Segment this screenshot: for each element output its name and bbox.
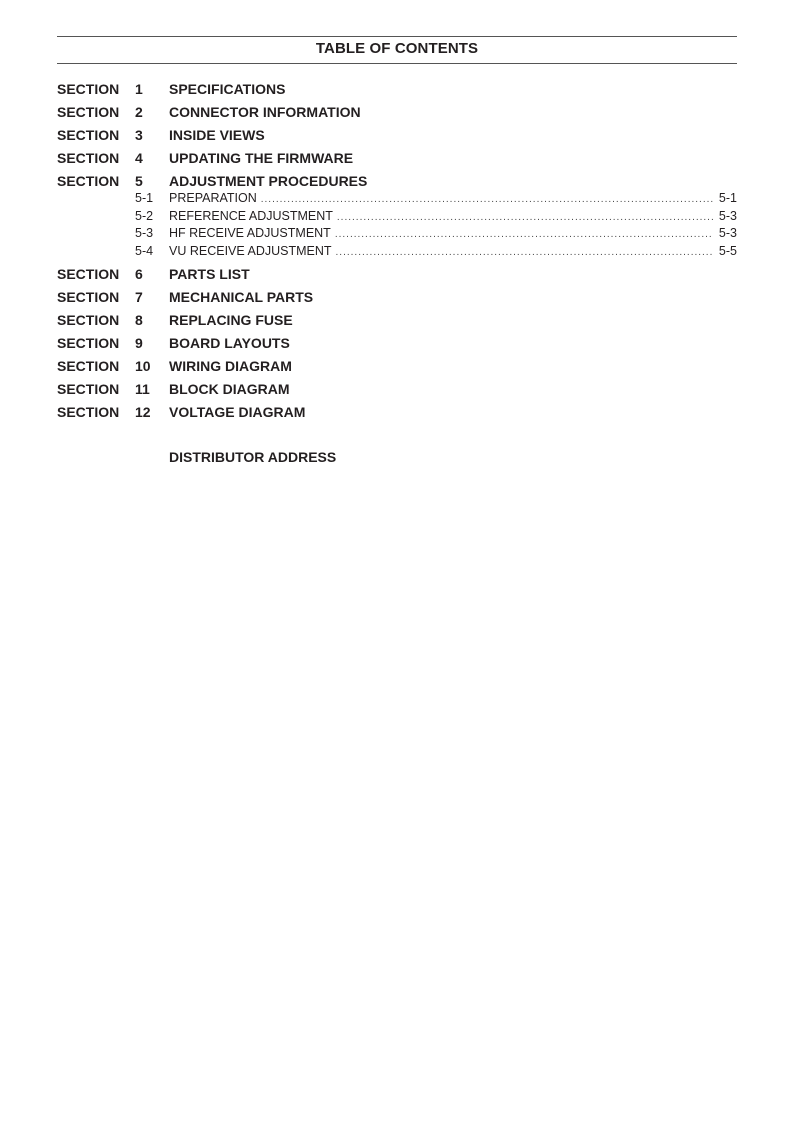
toc-section-7[interactable]: [57, 287, 737, 310]
subsection-page-number: 5-1: [718, 191, 737, 205]
subsection-title: REFERENCE ADJUSTMENT: [169, 208, 333, 223]
toc-subsection-5-2[interactable]: [57, 208, 737, 226]
section-label: SECTION: [57, 81, 120, 97]
dot-leader: [337, 210, 713, 226]
section-number: 7: [135, 289, 143, 305]
subsection-page-number: 5-5: [718, 243, 737, 258]
section-title: BOARD LAYOUTS: [169, 335, 290, 351]
top-rule: [57, 36, 737, 37]
section-number: 5: [135, 173, 143, 189]
section-title: ADJUSTMENT PROCEDURES: [169, 173, 368, 189]
section-title: SPECIFICATIONS: [169, 81, 286, 97]
section-number: 4: [135, 150, 143, 166]
subsection-title: HF RECEIVE ADJUSTMENT: [169, 226, 331, 240]
bottom-rule: [57, 63, 737, 64]
toc-subsection-5-1[interactable]: [57, 190, 737, 208]
section-label: SECTION: [57, 358, 120, 374]
section-label: SECTION: [57, 127, 120, 143]
section-label: SECTION: [57, 312, 120, 328]
section-number: 1: [135, 81, 143, 97]
toc-section-9[interactable]: [57, 333, 737, 356]
section-title: INSIDE VIEWS: [169, 127, 265, 143]
section-title: VOLTAGE DIAGRAM: [169, 404, 306, 420]
section-number: 6: [135, 266, 143, 282]
toc-section-2[interactable]: [57, 102, 737, 125]
section-label: SECTION: [57, 404, 120, 420]
toc-section-10[interactable]: [57, 356, 737, 379]
section-number: 12: [135, 404, 151, 420]
section-title: WIRING DIAGRAM: [169, 358, 292, 374]
section-number: 8: [135, 312, 143, 328]
toc-subsection-5-4[interactable]: [57, 243, 737, 261]
toc-section-6[interactable]: [57, 264, 737, 287]
subsection-number: 5-2: [135, 208, 154, 223]
toc-section-11[interactable]: [57, 379, 737, 402]
toc-section-3[interactable]: [57, 125, 737, 148]
subsection-title: PREPARATION: [169, 191, 257, 205]
table-of-contents: [57, 79, 737, 425]
distributor-address-entry[interactable]: DISTRIBUTOR ADDRESS: [169, 449, 337, 465]
section-title: PARTS LIST: [169, 266, 250, 282]
section-label: SECTION: [57, 173, 120, 189]
dot-leader: [335, 227, 713, 243]
section-label: SECTION: [57, 266, 120, 282]
subsection-line: [169, 225, 737, 243]
section-label: SECTION: [57, 381, 120, 397]
section-title: UPDATING THE FIRMWARE: [169, 150, 354, 166]
subsection-number: 5-4: [135, 243, 154, 258]
toc-section-8[interactable]: [57, 310, 737, 333]
section-number: 11: [135, 381, 150, 397]
subsection-number: 5-3: [135, 226, 154, 240]
section-label: SECTION: [57, 104, 120, 120]
section-title: REPLACING FUSE: [169, 312, 293, 328]
toc-section-1[interactable]: [57, 79, 737, 102]
page-title: TABLE OF CONTENTS: [315, 40, 479, 57]
subsection-number: 5-1: [135, 191, 154, 205]
section-label: SECTION: [57, 335, 120, 351]
subsection-list: [57, 190, 737, 260]
dot-leader: [261, 192, 713, 208]
section-title: CONNECTOR INFORMATION: [169, 104, 361, 120]
subsection-line: [169, 208, 737, 226]
subsection-page-number: 5-3: [718, 208, 737, 223]
subsection-line: [169, 190, 737, 208]
section-number: 9: [135, 335, 143, 351]
section-number: 10: [135, 358, 151, 374]
subsection-line: [169, 243, 737, 261]
toc-section-4[interactable]: [57, 148, 737, 171]
section-label: SECTION: [57, 150, 120, 166]
subsection-page-number: 5-3: [718, 226, 737, 240]
subsection-title: VU RECEIVE ADJUSTMENT: [169, 243, 332, 258]
toc-section-12[interactable]: [57, 402, 737, 425]
section-title: BLOCK DIAGRAM: [169, 381, 290, 397]
section-label: SECTION: [57, 289, 120, 305]
section-title: MECHANICAL PARTS: [169, 289, 314, 305]
section-number: 2: [135, 104, 143, 120]
section-number: 3: [135, 127, 143, 143]
toc-subsection-5-3[interactable]: [57, 225, 737, 243]
dot-leader: [336, 245, 713, 261]
